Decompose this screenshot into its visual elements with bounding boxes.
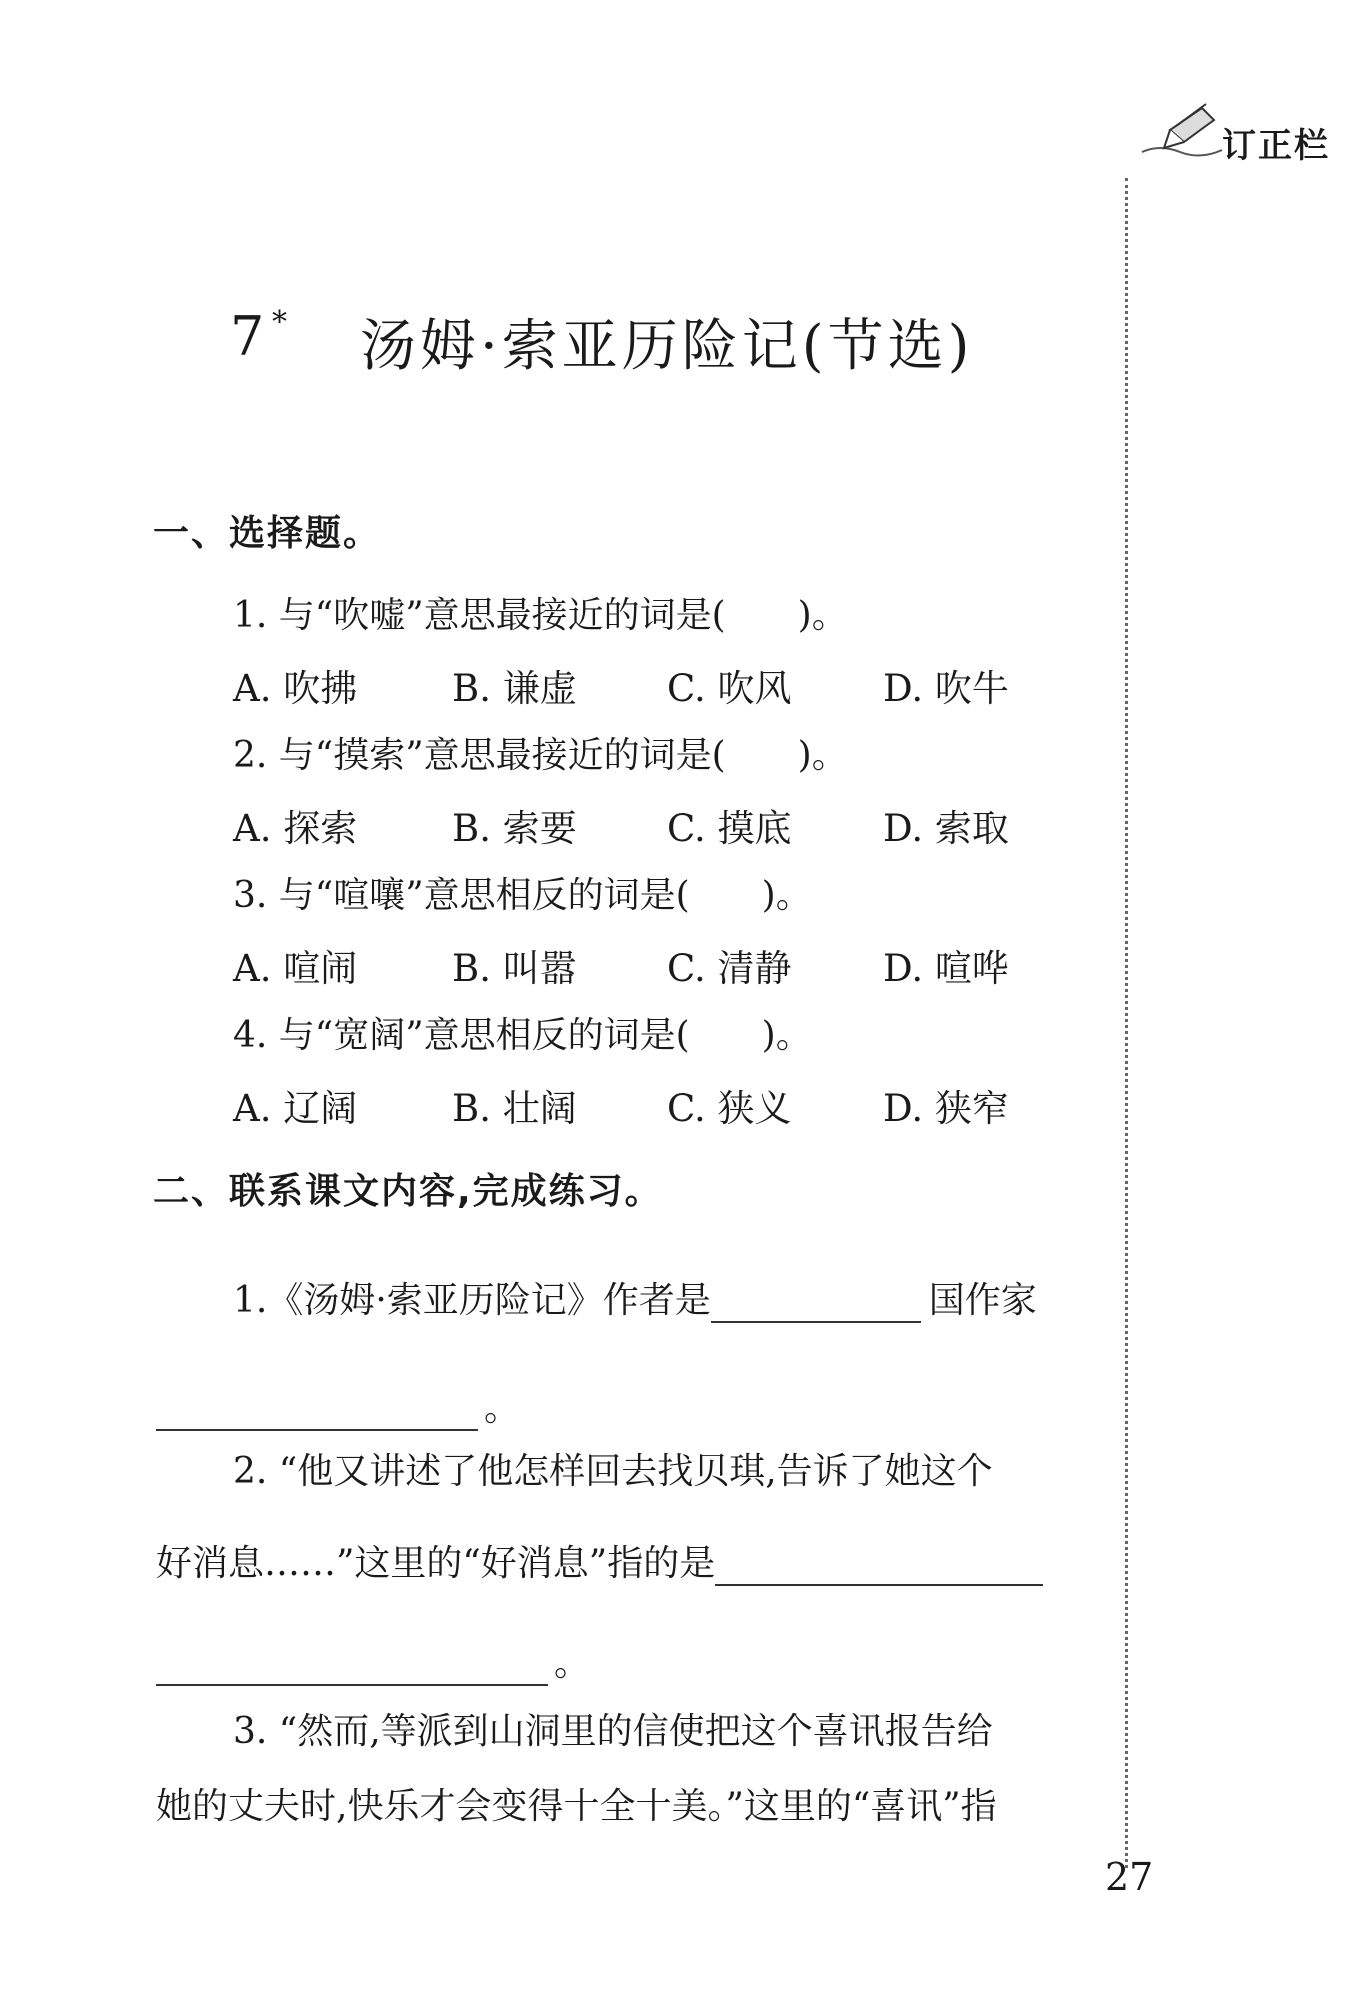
question-2-text: 好消息……”这里的“好消息”指的是 bbox=[156, 1543, 716, 1584]
section-heading-choice: 一、选择题。 bbox=[153, 513, 382, 554]
question-stem: 2. 与“摸索”意思最接近的词是( )。 bbox=[233, 735, 848, 776]
option-a: A. 喧闹 bbox=[233, 947, 358, 990]
page-number: 27 bbox=[1105, 1855, 1154, 1899]
option-d: D. 狭窄 bbox=[883, 1087, 1009, 1130]
sentence-end: 。 bbox=[554, 1643, 591, 1684]
answer-blank[interactable] bbox=[156, 1644, 548, 1686]
option-b: B. 谦虚 bbox=[452, 667, 577, 710]
option-b: B. 叫嚣 bbox=[452, 947, 577, 990]
option-a: A. 探索 bbox=[233, 807, 358, 850]
sentence-end: 。 bbox=[484, 1388, 521, 1429]
question-stem: 3. 与“喧嚷”意思相反的词是( )。 bbox=[233, 875, 812, 916]
question-2-line-1: 2. “他又讲述了他怎样回去找贝琪,告诉了她这个 bbox=[233, 1451, 993, 1492]
question-3-line-1: 3. “然而,等派到山洞里的信使把这个喜讯报告给 bbox=[233, 1711, 993, 1752]
option-a: A. 辽阔 bbox=[233, 1087, 358, 1130]
question-3-line-2: 她的丈夫时,快乐才会变得十全十美。”这里的“喜讯”指 bbox=[156, 1786, 997, 1827]
lesson-star: * bbox=[272, 305, 287, 340]
question-2-line-3 bbox=[156, 1635, 590, 1686]
question-1-line-2 bbox=[156, 1380, 520, 1431]
option-b: B. 壮阔 bbox=[452, 1087, 577, 1130]
question-stem: 1. 与“吹嘘”意思最接近的词是( )。 bbox=[233, 595, 848, 636]
question-1-text: 1.《汤姆·索亚历险记》作者是 bbox=[233, 1280, 711, 1321]
option-b: B. 索要 bbox=[452, 807, 577, 850]
answer-blank[interactable] bbox=[715, 1544, 1043, 1586]
option-d: D. 索取 bbox=[883, 807, 1009, 850]
pencil-icon bbox=[1140, 100, 1230, 164]
answer-blank[interactable] bbox=[711, 1281, 921, 1323]
option-c: C. 狭义 bbox=[667, 1087, 792, 1130]
question-2-line-2 bbox=[156, 1535, 1043, 1586]
option-c: C. 清静 bbox=[667, 947, 792, 990]
answer-blank[interactable] bbox=[156, 1389, 478, 1431]
option-a: A. 吹拂 bbox=[233, 667, 358, 710]
option-c: C. 吹风 bbox=[667, 667, 792, 710]
question-stem: 4. 与“宽阔”意思相反的词是( )。 bbox=[233, 1015, 812, 1056]
question-1-text-tail: 国作家 bbox=[928, 1280, 1037, 1321]
option-d: D. 吹牛 bbox=[883, 667, 1009, 710]
question-1-line bbox=[233, 1272, 1037, 1323]
option-c: C. 摸底 bbox=[667, 807, 792, 850]
correction-column-label: 订正栏 bbox=[1222, 126, 1330, 166]
lesson-number: 7 bbox=[230, 305, 265, 368]
section-heading-reading: 二、联系课文内容,完成练习。 bbox=[153, 1171, 663, 1212]
option-d: D. 喧哗 bbox=[883, 947, 1009, 990]
page-title: 汤姆·索亚历险记(节选) bbox=[360, 314, 974, 379]
correction-column-divider bbox=[1125, 178, 1128, 1868]
